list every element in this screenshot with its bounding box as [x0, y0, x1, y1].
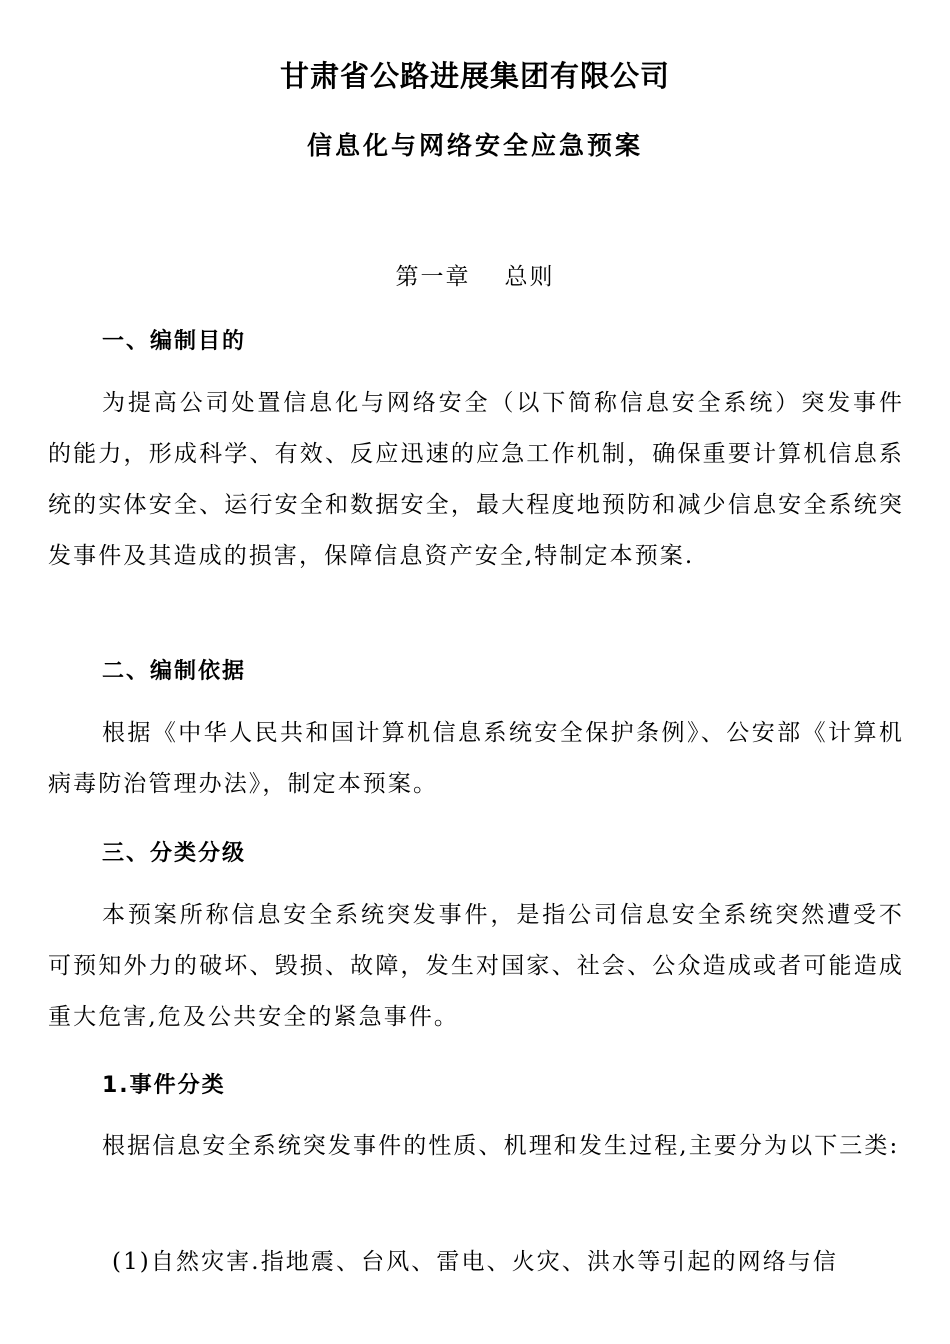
section-paragraph-event-classes: 根据信息安全系统突发事件的性质、机理和发生过程,主要分为以下三类: — [102, 1133, 900, 1159]
chapter-heading — [0, 258, 950, 291]
chapter-number: 第一章 — [395, 264, 471, 290]
section-heading-basis: 二、编制依据 — [102, 659, 247, 684]
section-heading-classification: 三、分类分级 — [102, 841, 247, 866]
section-paragraph-classification: 本预案所称信息安全系统突发事件，是指公司信息安全系统突然遭受不可预知外力的破坏、毁损、故障，发生对国家、社会、公众造成或者可能造成重大危害,危及公共安全的紧急事件。 — [48, 902, 904, 1030]
company-title: 甘肃省公路进展集团有限公司 — [279, 59, 670, 93]
section-paragraph-basis: 根据《中华人民共和国计算机信息系统安全保护条例》、公安部《计算机病毒防治管理办法》，制定本预案。 — [48, 720, 904, 797]
document-title: 信息化与网络安全应急预案 — [306, 131, 643, 160]
list-item-natural-disaster: (1)自然灾害.指地震、台风、雷电、火灾、洪水等引起的网络与信 — [112, 1249, 838, 1275]
chapter-name: 总则 — [504, 264, 555, 290]
section-heading-purpose: 一、编制目的 — [102, 329, 247, 354]
section-paragraph-purpose: 为提高公司处置信息化与网络安全（以下简称信息安全系统）突发事件的能力，形成科学、有效、反应迅速的应急工作机制，确保重要计算机信息系统的实体安全、运行安全和数据安全，最大程度地预防和减少信息安全系统突发事件及其造成的损害，保障信息资产安全,特制定本预案. — [48, 390, 904, 569]
section-heading-event-classes: 1.事件分类 — [102, 1073, 226, 1098]
